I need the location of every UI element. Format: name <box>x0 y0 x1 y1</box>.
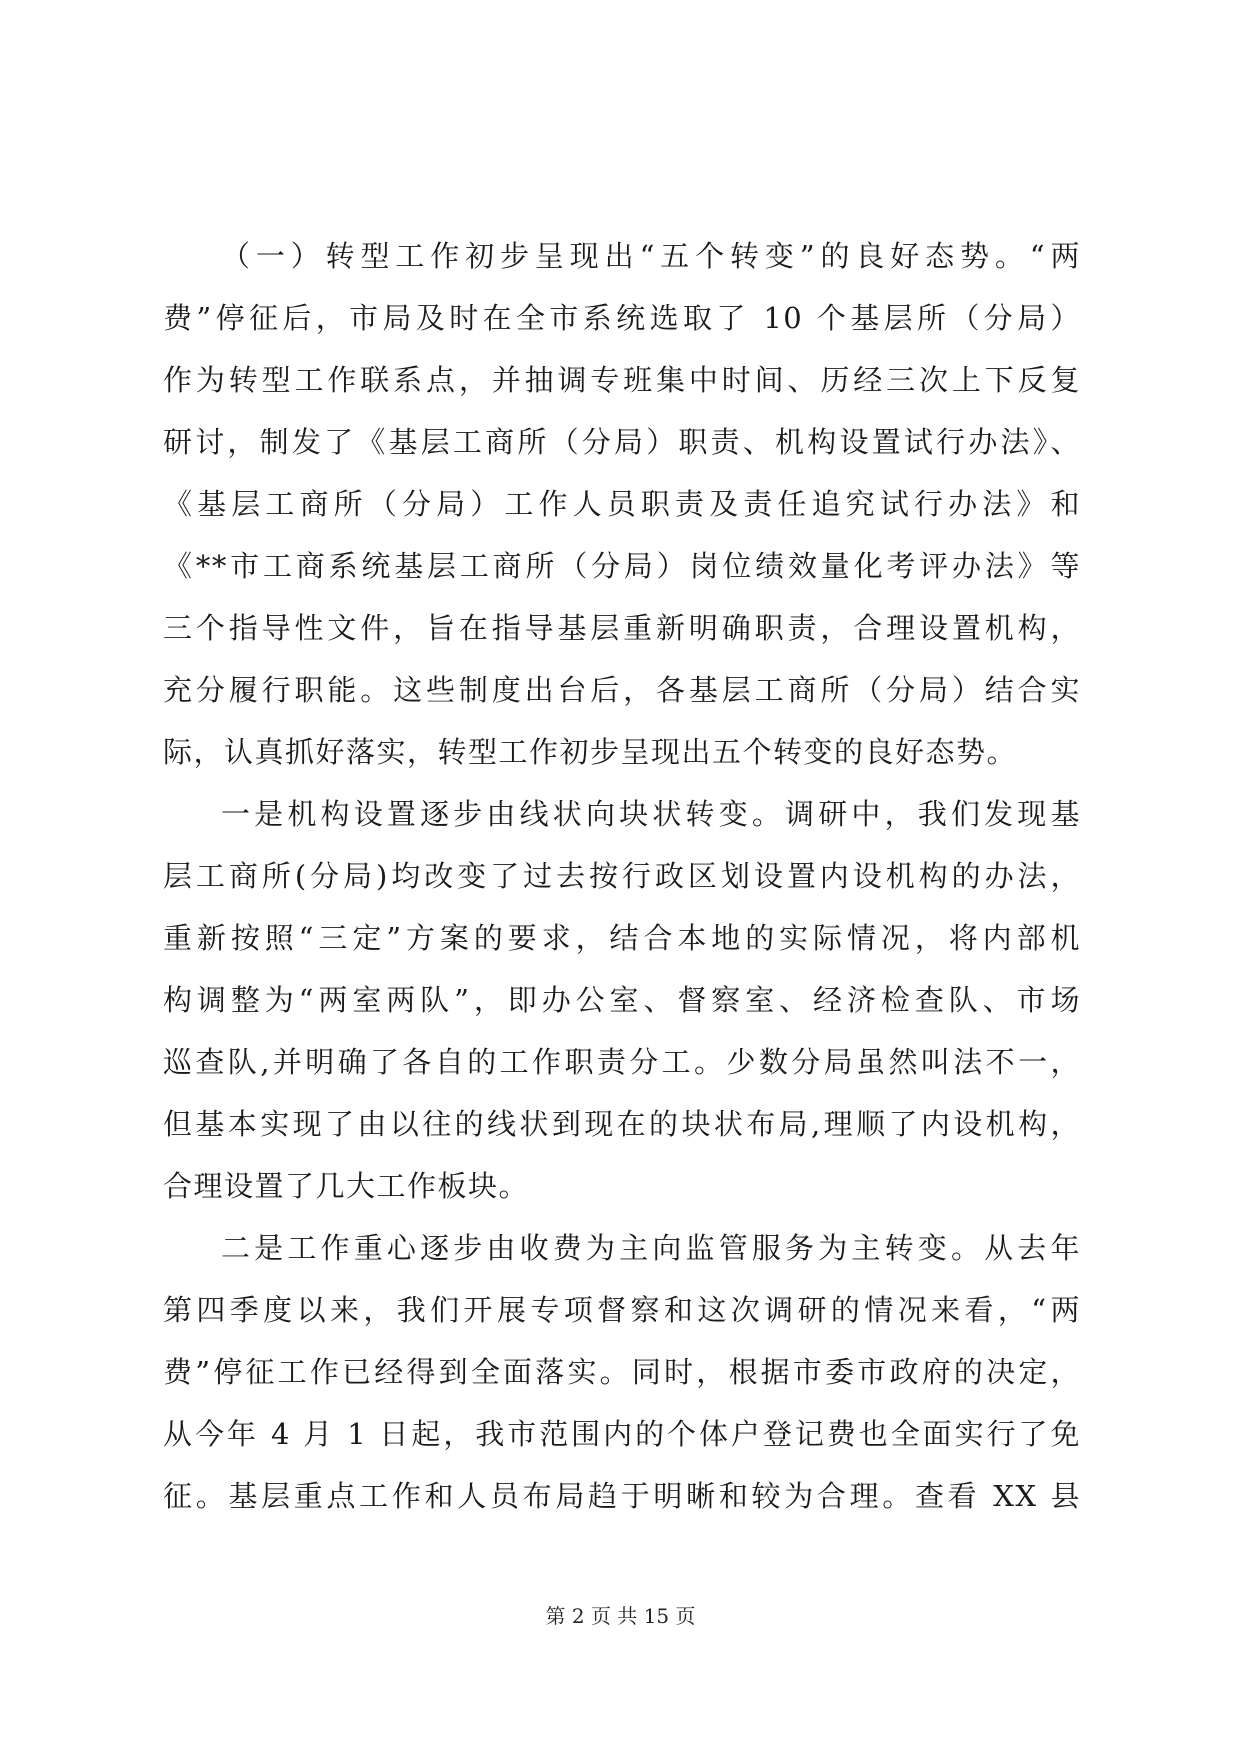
text-line: 《**市工商系统基层工商所（分局）岗位绩效量化考评办法》等 <box>163 549 1081 583</box>
text-line: 合理设置了几大工作板块。 <box>163 1169 530 1203</box>
text-line: 充分履行职能。这些制度出台后，各基层工商所（分局）结合实 <box>163 673 1081 707</box>
text-line: 二是工作重心逐步由收费为主向监管服务为主转变。从去年 <box>221 1231 1081 1265</box>
text-line: （一）转型工作初步呈现出“五个转变”的良好态势。“两 <box>221 239 1081 273</box>
text-line: 作为转型工作联系点，并抽调专班集中时间、历经三次上下反复 <box>163 363 1081 397</box>
text-line: 但基本实现了由以往的线状到现在的块状布局,理顺了内设机构， <box>163 1107 1081 1141</box>
text-line: 征。基层重点工作和人员布局趋于明晰和较为合理。查看 XX 县 <box>163 1479 1081 1513</box>
text-line: 研讨，制发了《基层工商所（分局）职责、机构设置试行办法》、 <box>163 425 1081 459</box>
text-line: 费”停征工作已经得到全面落实。同时，根据市委市政府的决定， <box>163 1355 1081 1389</box>
text-line: 一是机构设置逐步由线状向块状转变。调研中，我们发现基 <box>221 797 1081 831</box>
text-line: 构调整为“两室两队”，即办公室、督察室、经济检查队、市场 <box>163 983 1081 1017</box>
text-line: 费”停征后，市局及时在全市系统选取了 10 个基层所（分局） <box>163 301 1081 335</box>
text-line: 层工商所(分局)均改变了过去按行政区划设置内设机构的办法， <box>163 859 1081 893</box>
text-line: 《基层工商所（分局）工作人员职责及责任追究试行办法》和 <box>163 487 1081 521</box>
text-line: 重新按照“三定”方案的要求，结合本地的实际情况，将内部机 <box>163 921 1081 955</box>
text-line: 第四季度以来，我们开展专项督察和这次调研的情况来看，“两 <box>163 1293 1081 1327</box>
text-line: 巡查队,并明确了各自的工作职责分工。少数分局虽然叫法不一， <box>163 1045 1081 1079</box>
page-footer: 第 2 页 共 15 页 <box>545 1604 696 1628</box>
text-line: 从今年 4 月 1 日起，我市范围内的个体户登记费也全面实行了免 <box>163 1417 1081 1451</box>
text-line: 三个指导性文件，旨在指导基层重新明确职责，合理设置机构， <box>163 611 1081 645</box>
text-line: 际，认真抓好落实，转型工作初步呈现出五个转变的良好态势。 <box>163 735 1018 769</box>
document-body <box>163 225 1081 1527</box>
